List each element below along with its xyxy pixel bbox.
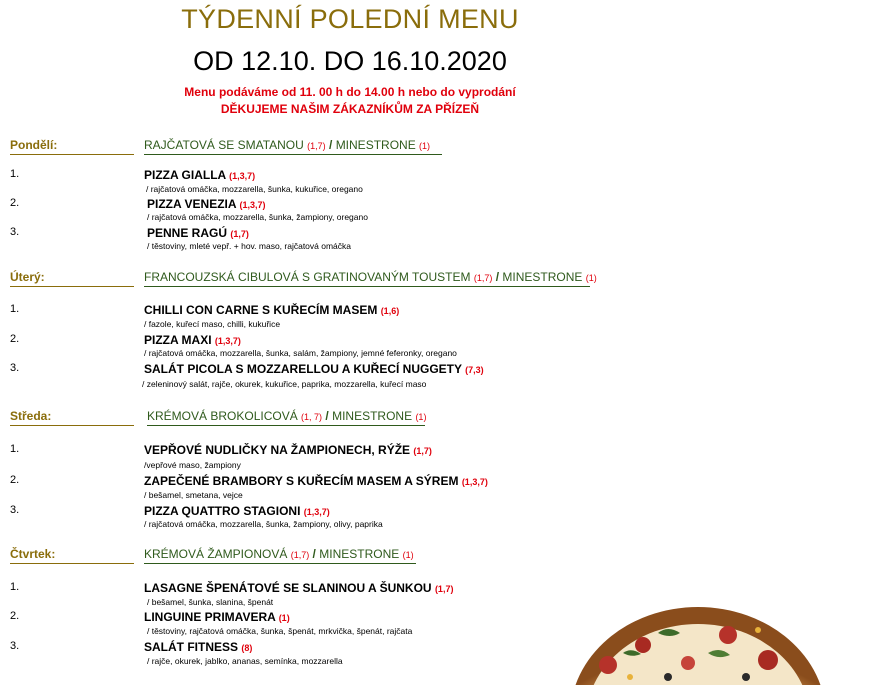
day-name: Čtvrtek: [10,547,56,561]
day-header-tuesday [10,270,597,287]
dish-description: / rajčatová omáčka, mozzarella, šunka, kukuřice, oregano [146,184,363,194]
item-number: 2. [10,474,20,486]
dish-description: / rajče, okurek, jablko, ananas, semínka, mozzarella [147,656,343,666]
soup-underline [147,425,425,426]
item-number: 3. [10,226,20,238]
dish-name: VEPŘOVÉ NUDLIČKY NA ŽAMPIONECH, RÝŽE (1,7) [144,443,432,457]
day-name: Pondělí: [10,138,58,152]
dish-description: / bešamel, smetana, vejce [144,490,243,500]
day-underline [10,286,134,287]
day-header-monday [10,138,590,155]
allergens: (1) [402,550,414,560]
allergens: (1,7) [473,273,493,283]
allergens: (7,3) [465,365,484,375]
allergens: (1,3,7) [303,507,330,517]
allergens: (1,6) [380,306,400,316]
day-name: Středa: [10,409,52,423]
allergens: (1,3,7) [229,171,256,181]
day-underline [10,563,134,564]
dish-name: ZAPEČENÉ BRAMBORY S KUŘECÍM MASEM A SÝREM (1,3,7) [144,474,488,488]
item-number: 3. [10,640,20,652]
soup-1: KRÉMOVÁ BROKOLICOVÁ [147,409,298,423]
soup-separator: / [309,547,320,561]
dish-name: PIZZA VENEZIA (1,3,7) [147,197,266,211]
soup-1: FRANCOUZSKÁ CIBULOVÁ S GRATINOVANÝM TOUSTEM [144,270,471,284]
menu-dates: OD 12.10. DO 16.10.2020 [193,46,507,76]
soup-separator: / [492,270,503,284]
dish-description: / rajčatová omáčka, mozzarella, šunka, žampiony, oregano [147,212,368,222]
day-header-thursday [10,547,590,564]
item-number: 2. [10,610,20,622]
day-underline [10,425,134,426]
soup-underline [144,286,590,287]
dish-description: /vepřové maso, žampiony [144,460,241,470]
soup-line [144,547,414,561]
serving-hours: Menu podáváme od 11. 00 h do 14.00 h nebo do vyprodání [184,85,516,99]
soup-line [144,270,597,284]
dish-name: SALÁT PICOLA S MOZZARELLOU A KUŘECÍ NUGGETY (7,3) [144,362,484,376]
item-number: 1. [10,303,20,315]
dish-description: / těstoviny, rajčatová omáčka, šunka, špenát, mrkvička, špenát, rajčata [147,626,413,636]
allergens: (1,3,7) [239,200,266,210]
item-number: 3. [10,362,20,374]
allergens: (1,7) [230,229,249,239]
soup-separator: / [322,409,333,423]
dish-description: / rajčatová omáčka, mozzarella, šunka, salám, žampiony, jemné feferonky, oregano [144,348,457,358]
allergens: (1, 7) [301,412,323,422]
item-number: 2. [10,333,20,345]
soup-line [144,138,430,152]
day-header-wednesday [10,409,590,426]
allergens: (8) [241,643,253,653]
soup-1: KRÉMOVÁ ŽAMPIONOVÁ [144,547,288,561]
day-underline [10,154,134,155]
dish-description: / rajčatová omáčka, mozzarella, šunka, žampiony, olivy, paprika [144,519,383,529]
item-number: 1. [10,581,20,593]
soup-underline [144,563,416,564]
dish-name: CHILLI CON CARNE S KUŘECÍM MASEM (1,6) [144,303,400,317]
dish-description: / zeleninový salát, rajče, okurek, kukuřice, paprika, mozzarella, kuřecí maso [142,379,427,389]
item-number: 1. [10,168,20,180]
thanks-note: DĚKUJEME NAŠIM ZÁKAZNÍKŮM ZA PŘÍZEŇ [220,102,480,116]
dish-description: / fazole, kuřecí maso, chilli, kukuřice [144,319,281,329]
soup-2: MINESTRONE [502,270,583,284]
soup-2: MINESTRONE [319,547,400,561]
soup-1: RAJČATOVÁ SE SMATANOU [144,138,304,152]
dish-name: PIZZA QUATTRO STAGIONI (1,3,7) [144,504,330,518]
dish-name: PIZZA MAXI (1,3,7) [144,333,241,347]
dish-name: SALÁT FITNESS (8) [144,640,253,654]
allergens: (1) [419,141,431,151]
allergens: (1,7) [413,446,432,456]
allergens: (1) [415,412,427,422]
allergens: (1,7) [307,141,326,151]
pizza-image [568,605,828,685]
dish-description: / těstoviny, mleté vepř. + hov. maso, rajčatová omáčka [147,241,352,251]
allergens: (1,3,7) [461,477,488,487]
allergens: (1,7) [290,550,310,560]
item-number: 1. [10,443,20,455]
soup-separator: / [325,138,336,152]
dish-name: PENNE RAGÚ (1,7) [147,226,249,240]
soup-underline [144,154,442,155]
item-number: 2. [10,197,20,209]
allergens: (1,3,7) [214,336,241,346]
menu-title: TÝDENNÍ POLEDNÍ MENU [181,4,519,34]
dish-name: LASAGNE ŠPENÁTOVÉ SE SLANINOU A ŠUNKOU (1,7) [144,581,454,595]
soup-2: MINESTRONE [332,409,413,423]
dish-description: / bešamel, šunka, slanina, špenát [147,597,274,607]
soup-line [147,409,426,423]
allergens: (1) [585,273,597,283]
dish-name: PIZZA GIALLA (1,3,7) [144,168,256,182]
day-name: Úterý: [10,270,45,284]
allergens: (1) [278,613,290,623]
item-number: 3. [10,504,20,516]
allergens: (1,7) [434,584,454,594]
dish-name: LINGUINE PRIMAVERA (1) [144,610,290,624]
soup-2: MINESTRONE [335,138,416,152]
